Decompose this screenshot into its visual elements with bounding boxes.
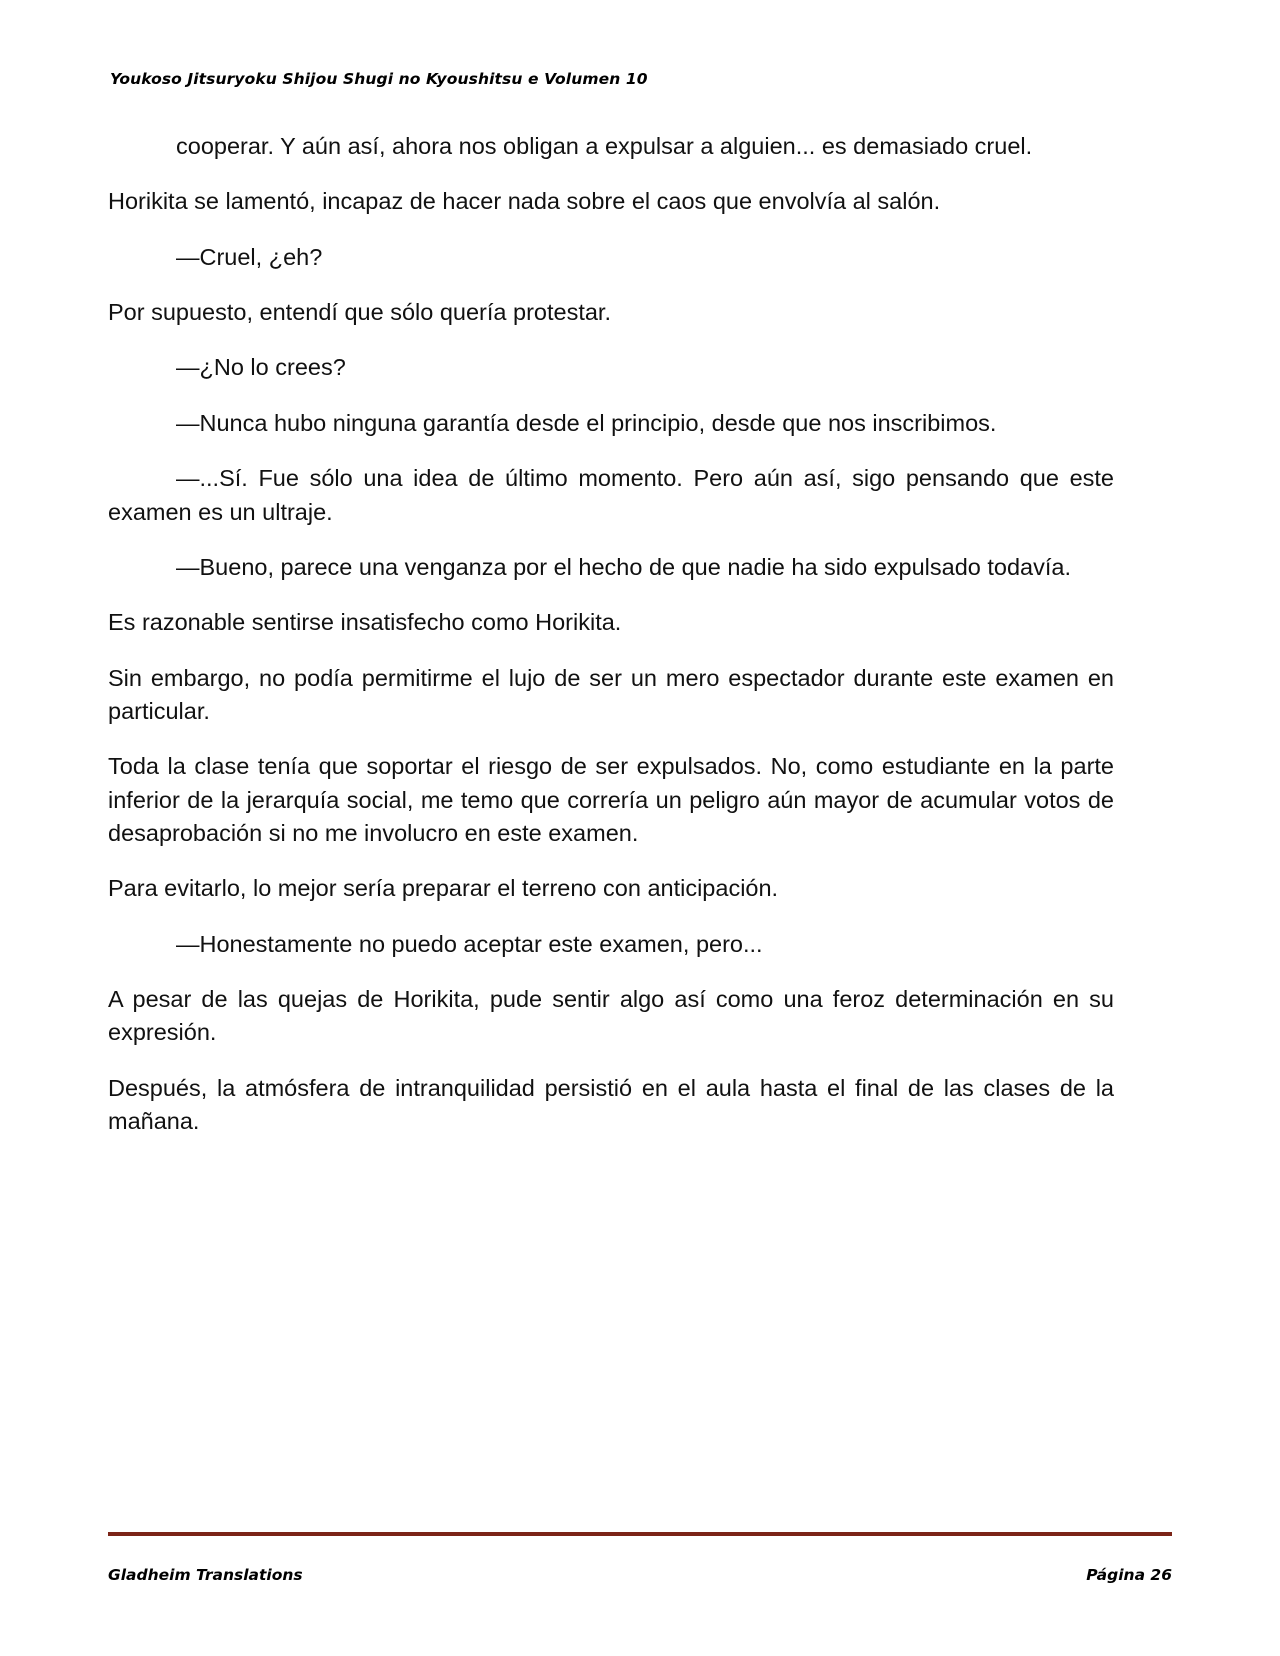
paragraph: Toda la clase tenía que soportar el riesgo de ser expulsados. No, como estudiante en la parte inferior de la jerarquía social, me temo que correría un peligro aún mayor de acumular votos de desaprobación si no me involucro en este examen.: [108, 753, 1114, 847]
paragraph: Horikita se lamentó, incapaz de hacer nada sobre el caos que envolvía al salón.: [108, 188, 941, 215]
paragraph: —...Sí. Fue sólo una idea de último momento. Pero aún así, sigo pensando que este examen es un ultraje.: [108, 465, 1114, 525]
paragraph: —Nunca hubo ninguna garantía desde el principio, desde que nos inscribimos.: [176, 409, 997, 436]
page-footer: [108, 1566, 1172, 1584]
paragraph: Después, la atmósfera de intranquilidad persistió en el aula hasta el final de las clases de la mañana.: [108, 1074, 1114, 1135]
paragraph: Sin embargo, no podía permitirme el lujo de ser un mero espectador durante este examen en particular.: [108, 664, 1114, 724]
paragraph: Es razonable sentirse insatisfecho como Horikita.: [108, 609, 622, 636]
paragraph: —Cruel, ¿eh?: [176, 243, 323, 270]
footer-translator-credit: Gladheim Translations: [108, 1566, 303, 1584]
paragraph: —Bueno, parece una venganza por el hecho de que nadie ha sido expulsado todavía.: [176, 553, 1071, 580]
paragraph: —Honestamente no puedo aceptar este examen, pero...: [176, 930, 763, 957]
paragraph: cooperar. Y aún así, ahora nos obligan a expulsar a alguien... es demasiado cruel.: [176, 133, 1033, 159]
footer-divider: [108, 1532, 1172, 1536]
paragraph: Para evitarlo, lo mejor sería preparar el terreno con anticipación.: [108, 875, 779, 902]
header-title: Youkoso Jitsuryoku Shijou Shugi no Kyoushitsu e Volumen 10: [110, 70, 648, 88]
page-number: Página 26: [1086, 1566, 1172, 1584]
paragraph: A pesar de las quejas de Horikita, pude sentir algo así como una feroz determinación en su expresión.: [108, 986, 1114, 1046]
paragraph: —¿No lo crees?: [176, 354, 346, 381]
page-body: [108, 130, 1114, 1161]
paragraph: Por supuesto, entendí que sólo quería protestar.: [108, 299, 611, 326]
page-header: [110, 70, 1170, 88]
